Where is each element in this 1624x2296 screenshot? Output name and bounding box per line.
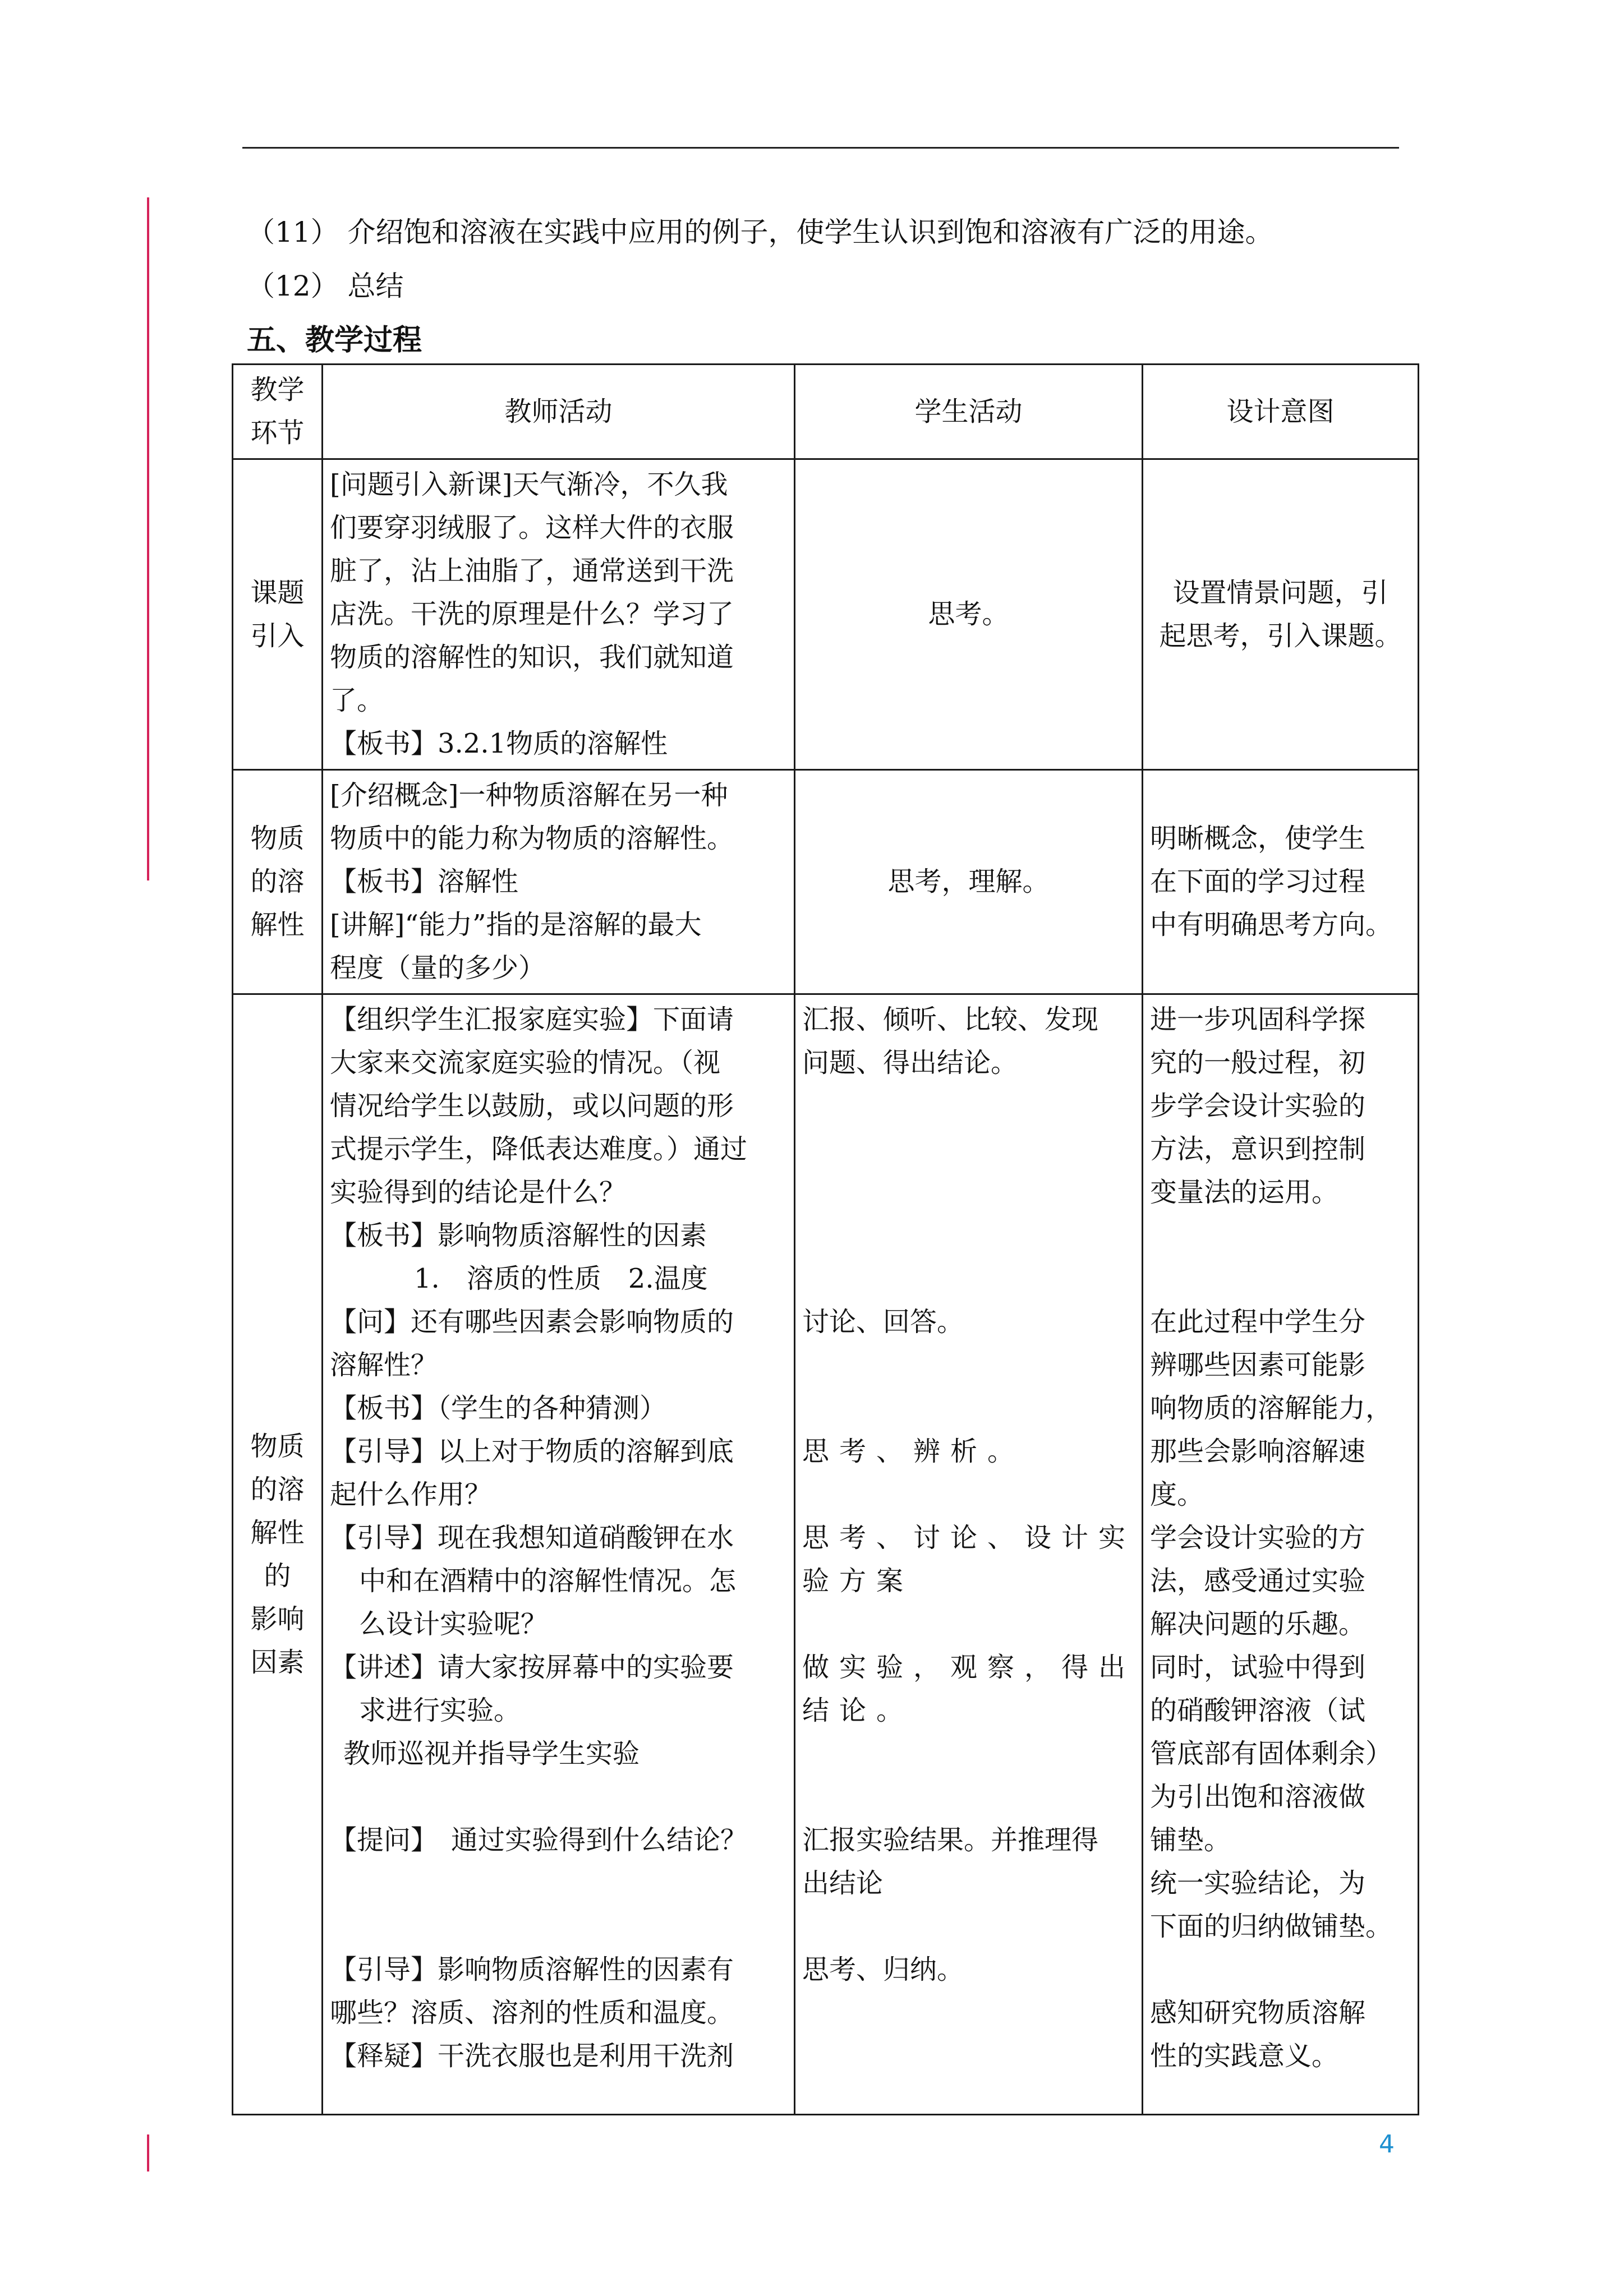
header-rule [242, 147, 1399, 149]
header-design-intent: 设计意图 [1143, 365, 1419, 459]
student-activity-cell: 思考。 [795, 459, 1143, 770]
teacher-activity-cell: 【组织学生汇报家庭实验】下面请 大家来交流家庭实验的情况。（视 情况给学生以鼓励，或以问题的形 式提示学生，降低表达难度。）通过 实验得到的结论是什么？ 【板书】影响物质溶解性的因素 1. 溶质的性质 2.温度 【问】还有哪些因素会影响物质的 溶解性？ 【板书】（学生的各种猜测） 【引导】以上对于物质的溶解到底 起什么作用？ 【引导】现在我想知道硝酸钾在水 中和在酒精中的溶解性情况。怎 么设计实验呢？ 【讲述】请大家按屏幕中的实验要 求进行实验。 教师巡视并指导学生实验 【提问】 通过实验得到什么结论？ 【引导】影响物质溶解性的因素有 哪些？溶质、溶剂的性质和温度。 【释疑】干洗衣服也是利用干洗剂 [323, 994, 795, 2115]
revision-margin-bar [147, 2134, 149, 2171]
design-intent-cell: 进一步巩固科学探 究的一般过程，初 步学会设计实验的 方法，意识到控制 变量法的运用。 在此过程中学生分 辨哪些因素可能影 响物质的溶解能力， 那些会影响溶解速 度。 学会设计实验的方 法，感受通过实验 解决问题的乐趣。 同时，试验中得到 的硝酸钾溶液（试 管底部有固体剩余） 为引出饱和溶液做 铺垫。 统一实验结论，为 下面的归纳做铺垫。 感知研究物质溶解 性的实践意义。 [1143, 994, 1419, 2115]
header-teacher-activity: 教师活动 [323, 365, 795, 459]
step-12: （12） 总结 [247, 270, 404, 302]
teacher-activity-cell: [问题引入新课]天气渐冷，不久我 们要穿羽绒服了。这样大件的衣服 脏了，沾上油脂了，通常送到干洗 店洗。干洗的原理是什么？学习了 物质的溶解性的知识，我们就知道 了。 【板书】3.2.1物质的溶解性 [323, 459, 795, 770]
design-intent-cell: 明晰概念，使学生 在下面的学习过程 中有明确思考方向。 [1143, 770, 1419, 994]
teaching-process-table [232, 363, 1419, 2115]
revision-margin-bar [147, 197, 149, 880]
page-number: 4 [1379, 2130, 1395, 2159]
section-title: 五、教学过程 [247, 324, 422, 357]
student-activity-cell: 汇报、倾听、比较、发现 问题、得出结论。 讨论、回答。 思考、辨析。 思考、讨论、设计实 验方案 做实验，观察，得出 结论。 汇报实验结果。并推理得 出结论 思考、归纳。 [795, 994, 1143, 2115]
table-row [233, 770, 1419, 994]
stage-cell: 物质 的溶 解性 的 影响 因素 [233, 994, 323, 2115]
step-11: （11） 介绍饱和溶液在实践中应用的例子，使学生认识到饱和溶液有广泛的用途。 [247, 216, 1273, 248]
table-row [233, 459, 1419, 770]
table-header-row [233, 365, 1419, 459]
stage-cell: 物质 的溶 解性 [233, 770, 323, 994]
table-row [233, 994, 1419, 2115]
student-activity-cell: 思考，理解。 [795, 770, 1143, 994]
header-student-activity: 学生活动 [795, 365, 1143, 459]
design-intent-cell: 设置情景问题，引 起思考，引入课题。 [1143, 459, 1419, 770]
teacher-activity-cell: [介绍概念]一种物质溶解在另一种 物质中的能力称为物质的溶解性。 【板书】溶解性 [讲解]“能力”指的是溶解的最大 程度（量的多少） [323, 770, 795, 994]
header-stage: 教学 环节 [233, 365, 323, 459]
stage-cell: 课题 引入 [233, 459, 323, 770]
